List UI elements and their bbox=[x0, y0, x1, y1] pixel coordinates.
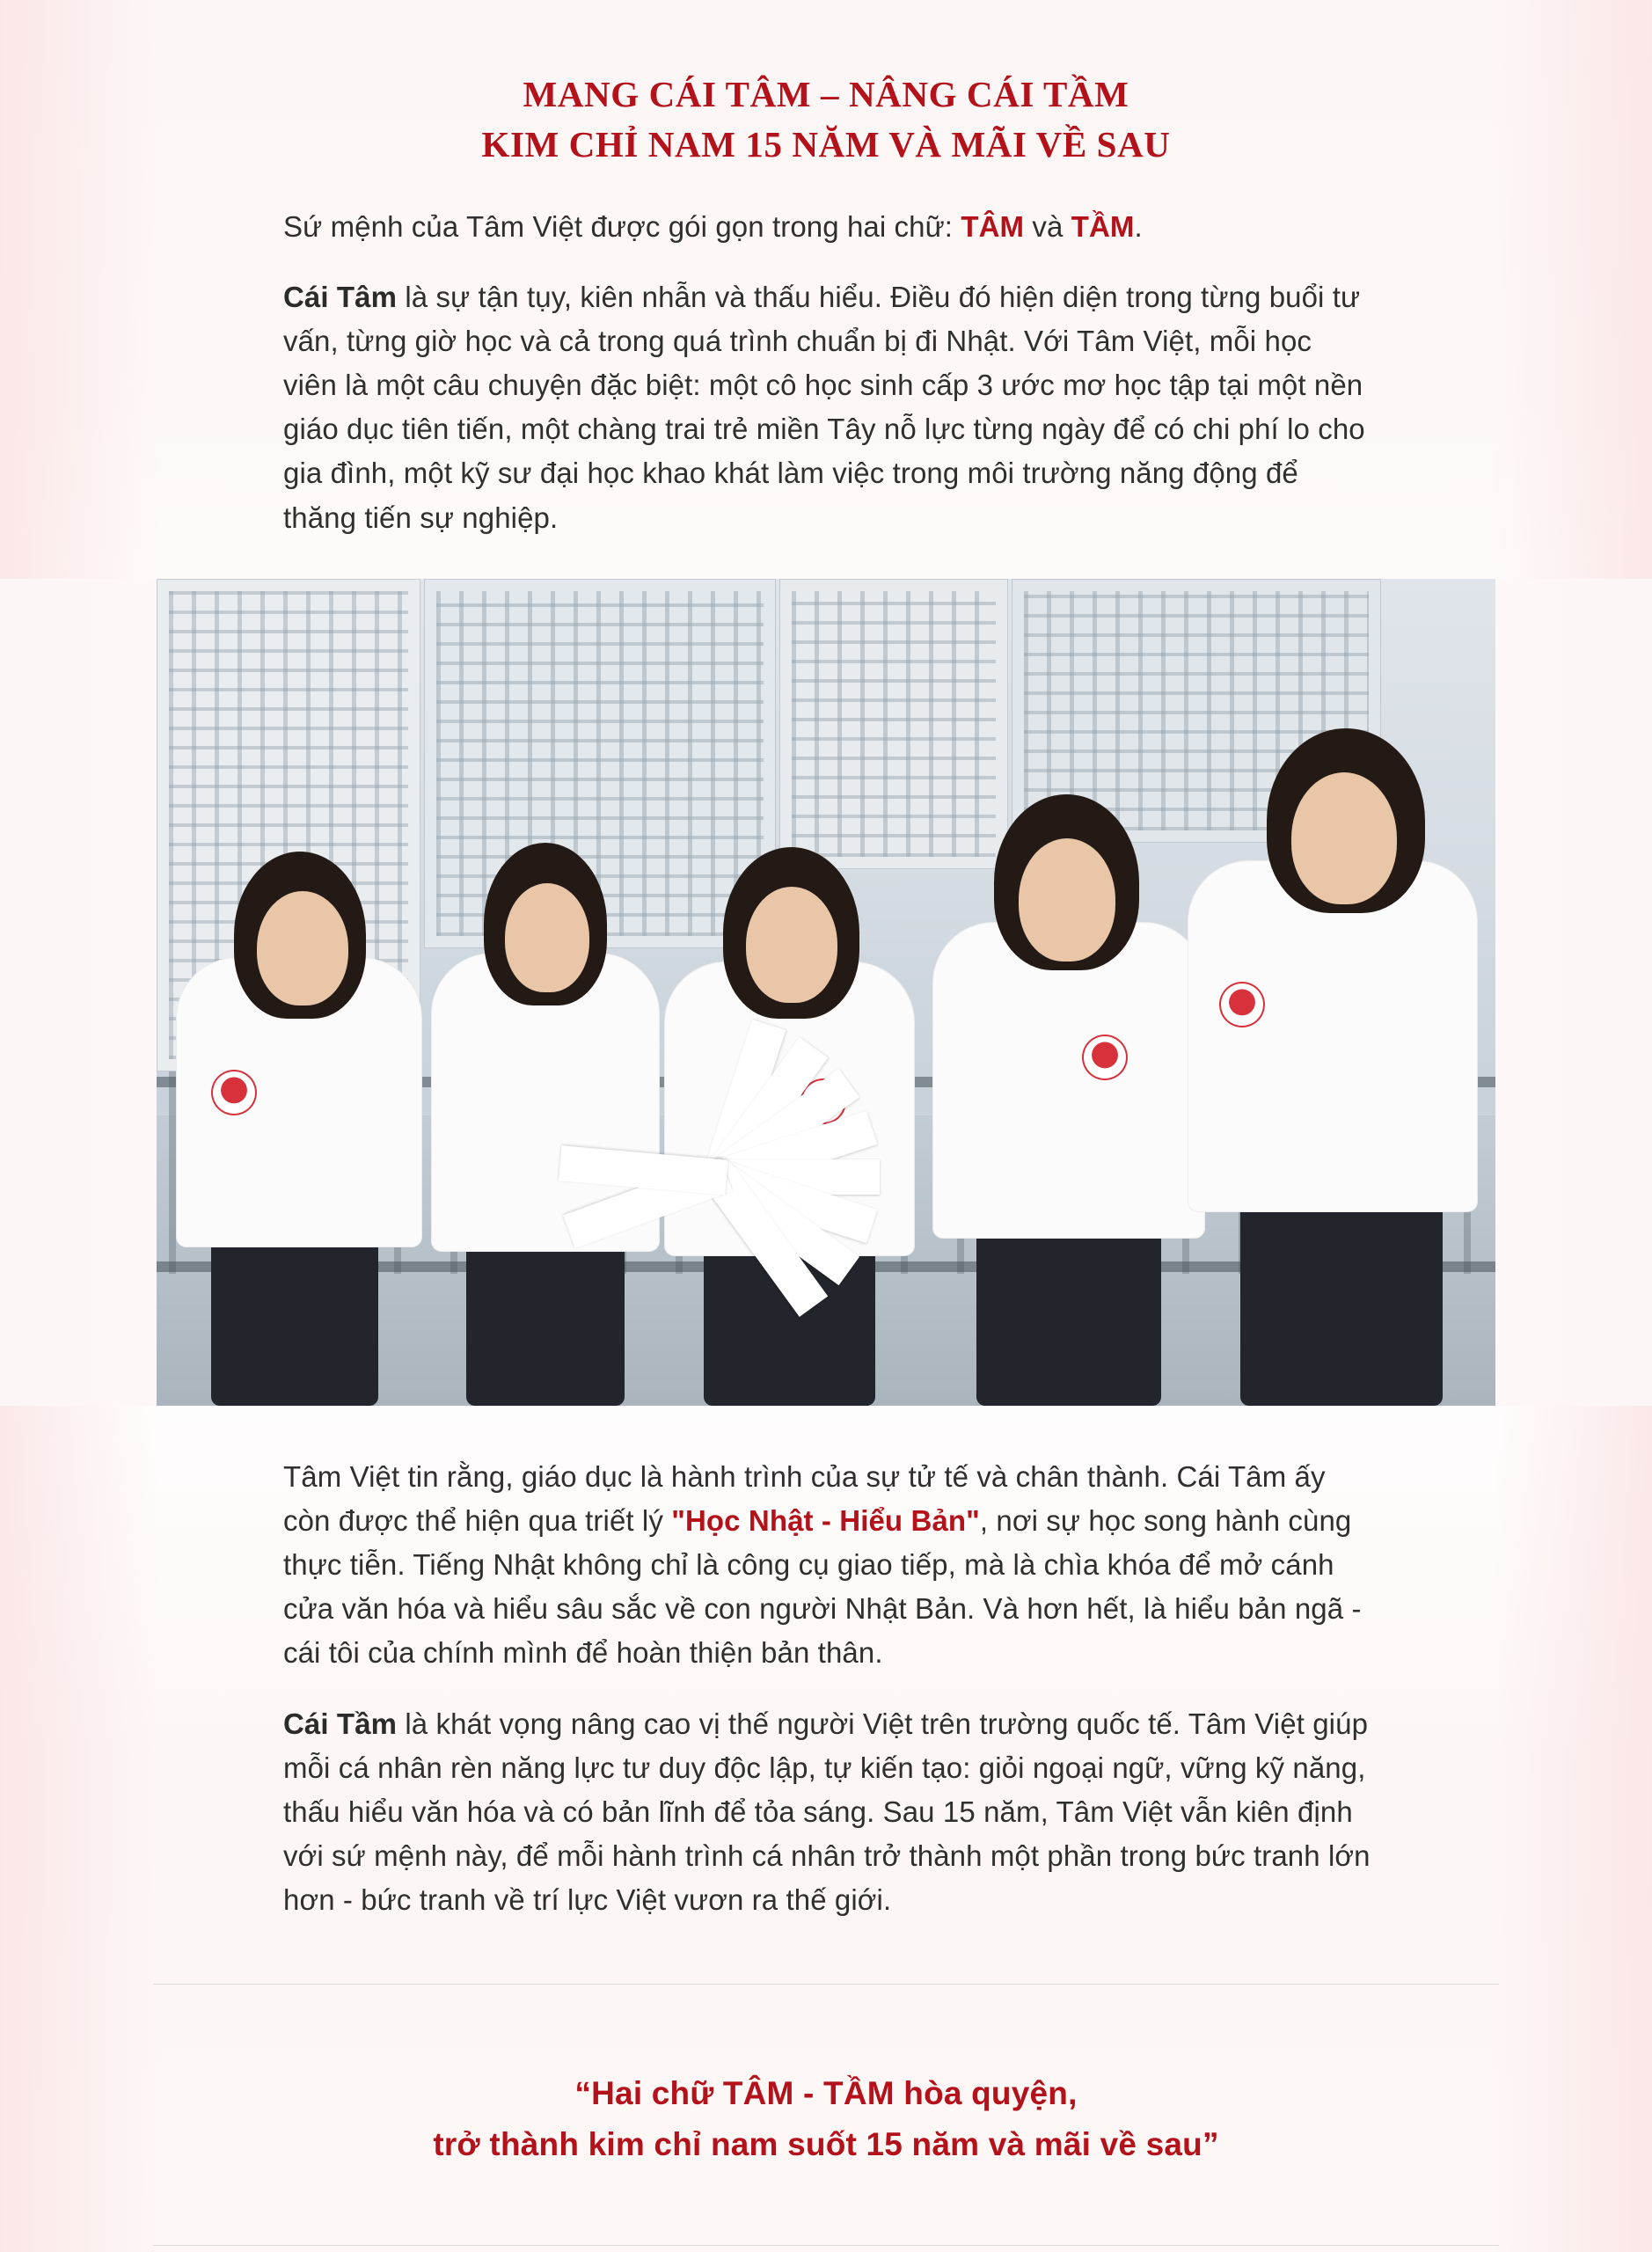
intro-paragraph bbox=[283, 205, 1371, 249]
face bbox=[1019, 838, 1115, 961]
paragraph-cai-tam-2-body: là khát vọng nâng cao vị thế người Việt trên trường quốc tế. Tâm Việt giúp mỗi cá nhân rèn năng lực tư duy độc lập, tự kiến tạo: giỏi ngoại ngữ, vững kỹ năng, thấu hiểu văn hóa và có bản lĩnh để tỏa sáng. Sau 15 năm, Tâm Việt vẫn kiên định với sứ mệnh này, để mỗi hành trình cá nhân trở thành một phần trong bức tranh lớn hơn - bức tranh về trí lực Việt vươn ra thế giới. bbox=[283, 1707, 1371, 1917]
philosophy-highlight: "Học Nhật - Hiểu Bản" bbox=[671, 1503, 980, 1537]
keyword-tam: TÂM bbox=[961, 209, 1025, 243]
page-title-line-2: KIM CHỈ NAM 15 NĂM VÀ MÃI VỀ SAU bbox=[481, 124, 1171, 165]
article-photo bbox=[0, 579, 1652, 1406]
paragraph-cai-tam bbox=[283, 275, 1371, 540]
intro-text-block bbox=[0, 205, 1652, 540]
paragraph-tin-rang bbox=[283, 1455, 1371, 1676]
paragraph-cai-tam-body: là sự tận tụy, kiên nhẫn và thấu hiểu. Điều đó hiện diện trong từng buổi tư vấn, từng giờ học và cả trong quá trình chuẩn bị đi Nhật. Với Tâm Việt, mỗi học viên là một câu chuyện đặc biệt: một cô học sinh cấp 3 ước mơ học tập tại một nền giáo dục tiên tiến, một chàng trai trẻ miền Tây nỗ lực từng ngày để có chi phí lo cho gia đình, một kỹ sư đại học khao khát làm việc trong môi trường năng động để thăng tiến sự nghiệp. bbox=[283, 280, 1365, 534]
pull-quote-line-2: trở thành kim chỉ nam suốt 15 năm và mãi về sau” bbox=[433, 2125, 1219, 2162]
face bbox=[1291, 772, 1397, 904]
pull-quote bbox=[35, 2017, 1617, 2169]
paper-fan-prop bbox=[581, 983, 915, 1247]
keyword-tam-2: TẦM bbox=[1071, 209, 1135, 243]
photo-right-margin bbox=[1495, 579, 1652, 1406]
photo-scene bbox=[0, 579, 1652, 1406]
body-text-block bbox=[0, 1406, 1652, 1923]
intro-text-after: . bbox=[1134, 209, 1143, 243]
paragraph-cai-tam-lead: Cái Tâm bbox=[283, 280, 398, 313]
school-logo-icon bbox=[211, 1070, 257, 1115]
intro-text-before: Sứ mệnh của Tâm Việt được gói gọn trong hai chữ: bbox=[283, 209, 961, 243]
intro-text-middle: và bbox=[1024, 209, 1071, 243]
article-content bbox=[0, 24, 1652, 2246]
school-logo-icon bbox=[1219, 982, 1265, 1027]
polo-shirt bbox=[1188, 860, 1478, 1212]
photo-left-margin bbox=[0, 579, 157, 1406]
face bbox=[257, 891, 348, 1005]
section-divider-bottom bbox=[153, 2245, 1499, 2246]
student-figure bbox=[1161, 720, 1495, 1406]
section-divider bbox=[153, 1984, 1499, 1985]
paragraph-tin-rang-part-1: Tâm Việt tin rằng, giáo dục là hành trình của sự tử tế và chân thành. Cái Tâm ấy còn được thể hiện qua triết lý bbox=[283, 1459, 1326, 1537]
paragraph-tin-rang-part-2: , nơi sự học song hành cùng thực tiễn. Tiếng Nhật không chỉ là công cụ giao tiếp, mà là chìa khóa để mở cánh cửa văn hóa và hiểu sâu sắc về con người Nhật Bản. Và hơn hết, là hiểu bản ngã - cái tôi của chính mình để hoàn thiện bản thân. bbox=[283, 1503, 1362, 1670]
paragraph-cai-tam-2-lead: Cái Tầm bbox=[283, 1707, 398, 1740]
page-title bbox=[0, 24, 1652, 169]
face bbox=[505, 883, 589, 992]
page-title-line-1: MANG CÁI TÂM – NÂNG CÁI TẦM bbox=[523, 74, 1129, 115]
paragraph-cai-tam-2 bbox=[283, 1702, 1371, 1923]
paper-strip bbox=[559, 1145, 728, 1195]
student-figure bbox=[158, 878, 440, 1406]
pull-quote-line-1: “Hai chữ TÂM - TẦM hòa quyện, bbox=[574, 2075, 1078, 2112]
school-logo-icon bbox=[1082, 1035, 1128, 1080]
